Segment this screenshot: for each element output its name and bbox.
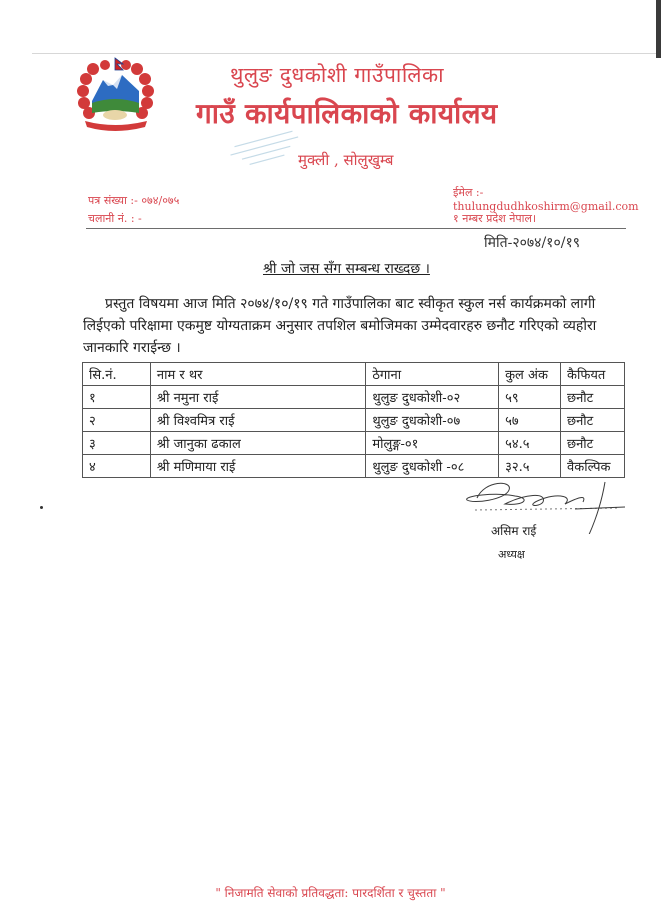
top-divider	[32, 53, 656, 54]
nepal-emblem-icon	[75, 55, 157, 137]
cell-name: श्री विश्वमित्र राई	[150, 409, 365, 432]
cell-address: मोलुङ्ग-०१	[366, 432, 499, 455]
header-address: ठेगाना	[366, 363, 499, 386]
table-row	[83, 432, 625, 455]
email: ईमेल :- thulungdudhkoshirm@gmail.com	[453, 186, 639, 213]
scan-speck	[40, 506, 43, 509]
scan-edge	[656, 0, 661, 58]
cell-serial: ४	[83, 455, 151, 478]
office-name: गाउँ कार्यपालिकाको कार्यालय	[196, 97, 498, 130]
signatory-designation: अध्यक्ष	[498, 548, 525, 561]
header-total-marks: कुल अंक	[499, 363, 561, 386]
letter-number: पत्र संख्या :- ०७४/०७५	[88, 194, 180, 207]
footer-motto: " निजामति सेवाको प्रतिवद्धता: पारदर्शिता र चुस्तता "	[215, 886, 446, 900]
table-row	[83, 455, 625, 478]
cell-marks: ३२.५	[499, 455, 561, 478]
body-paragraph	[83, 293, 631, 359]
office-address: मुक्ली , सोलुखुम्ब	[298, 151, 394, 169]
header-divider	[86, 228, 626, 229]
table-row	[83, 409, 625, 432]
header-remarks: कैफियत	[560, 363, 624, 386]
cell-address: थुलुङ दुधकोशी-०२	[366, 386, 499, 409]
cell-address: थुलुङ दुधकोशी-०७	[366, 409, 499, 432]
header-serial: सि.नं.	[83, 363, 151, 386]
cell-remarks: छनौट	[560, 432, 624, 455]
cell-remarks: छनौट	[560, 409, 624, 432]
cell-marks: ५४.५	[499, 432, 561, 455]
municipality-name: थुलुङ दुधकोशी गाउँपालिका	[230, 63, 445, 87]
cell-address: थुलुङ दुधकोशी -०८	[366, 455, 499, 478]
table-header-row	[83, 363, 625, 386]
cell-remarks: छनौट	[560, 386, 624, 409]
cell-name: श्री जानुका ढकाल	[150, 432, 365, 455]
dispatch-number: चलानी नं. : -	[88, 212, 142, 225]
subject-line: श्री जो जस सँग सम्बन्ध राख्दछ ।	[263, 261, 430, 277]
table-row	[83, 386, 625, 409]
province: १ नम्बर प्रदेश नेपाल।	[453, 212, 537, 225]
results-table	[82, 362, 625, 478]
cell-remarks: वैकल्पिक	[560, 455, 624, 478]
letter-date: मिति-२०७४/१०/१९	[484, 235, 581, 251]
cell-marks: ५९	[499, 386, 561, 409]
cell-serial: २	[83, 409, 151, 432]
signatory-name: असिम राई	[491, 524, 537, 538]
body-text: प्रस्तुत विषयमा आज मिति २०७४/१०/१९ गते गाउँपालिका बाट स्वीकृत स्कुल नर्स कार्यक्रमको लागी लिईएको परिक्षामा एकमुष्ट योग्यताक्रम अनुसार तपशिल बमोजिमका उम्मेदवारहरु छनौट गरिएको व्यहोरा जानकारि गराईन्छ ।	[83, 296, 597, 356]
cell-serial: १	[83, 386, 151, 409]
cell-name: श्री नमुना राई	[150, 386, 365, 409]
signature-icon	[455, 476, 625, 534]
cell-serial: ३	[83, 432, 151, 455]
cell-name: श्री मणिमाया राई	[150, 455, 365, 478]
cell-marks: ५७	[499, 409, 561, 432]
header-name: नाम र थर	[150, 363, 365, 386]
